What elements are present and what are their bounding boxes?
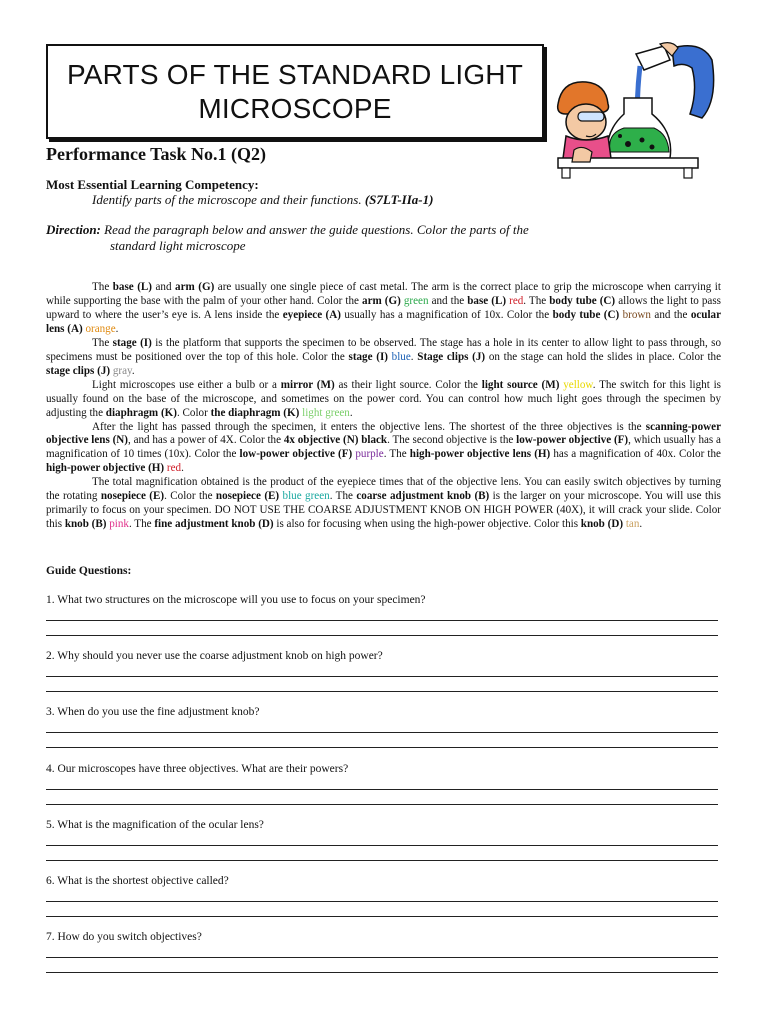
answer-line[interactable] <box>46 804 718 805</box>
question-3: 3. When do you use the fine adjustment knob? <box>46 706 260 719</box>
color-word-brown: brown <box>622 308 651 321</box>
color-word-orange: orange <box>85 322 116 335</box>
melc-text <box>92 192 433 208</box>
paragraph-5: The total magnification obtained is the product of the eyepiece times that of the objective lens. You can easily switch objectives by turning the rotating nosepiece (E). Color the nosepiece (E) blue green. The coarse adjustment knob (B) is the larger on your microscope. You will use this primarily to focus on your specimen. DO NOT USE THE COARSE ADJUSTMENT KNOB ON HIGH POWER (40X), it will crack your slide. Color this knob (B) pink. The fine adjustment knob (D) is also for focusing when using the high-power objective. Color this knob (D) tan. <box>46 476 721 531</box>
color-word-red: red <box>509 294 524 307</box>
answer-line[interactable] <box>46 957 718 958</box>
question-7: 7. How do you switch objectives? <box>46 931 202 944</box>
question-4: 4. Our microscopes have three objectives. What are their powers? <box>46 762 349 775</box>
paragraph-4: After the light has passed through the specimen, it enters the objective lens. The shortest of the three objectives is the scanning-power objective lens (N), and has a power of 4X. Color the 4x objective (N) black. The second objective is the low-power objective (F), which usually has a magnification of 10 times (10x). Color the low-power objective (F) purple. The high-power objective lens (H) has a magnification of 40x. Color the high-power objective (H) red. <box>46 420 721 475</box>
color-word-gray: gray <box>112 364 132 377</box>
melc-code: (S7LT-IIa-1) <box>364 192 434 207</box>
answer-line[interactable] <box>46 845 718 846</box>
answer-line[interactable] <box>46 901 718 902</box>
color-word-yellow: yellow <box>563 378 593 391</box>
color-word-lgreen: light green <box>302 406 350 419</box>
answer-line[interactable] <box>46 916 718 917</box>
question-6: 6. What is the shortest objective called? <box>46 875 229 887</box>
color-word-red: red <box>166 462 182 475</box>
paragraph-2: The stage (I) is the platform that supports the specimen to be observed. The stage has a hole in its center to allow light to pass through, so specimens must be positioned over the top of this hole. Color the stage (I) blue. Stage clips (J) on the stage can hold the slides in place. Color the stage clips (J) gray. <box>46 336 721 377</box>
answer-line[interactable] <box>46 860 718 861</box>
question-1: 1. What two structures on the microscope will you use to focus on your specimen? <box>46 594 426 606</box>
direction-line-2: standard light microscope <box>110 238 246 253</box>
title-line-1: PARTS OF THE STANDARD LIGHT <box>66 58 524 90</box>
title-box <box>46 44 544 139</box>
task-heading: Performance Task No.1 (Q2) <box>46 144 266 164</box>
color-word-blue: blue <box>391 350 411 363</box>
guide-questions-heading: Guide Questions: <box>46 565 132 577</box>
melc-competency: Identify parts of the microscope and their functions. <box>92 192 362 207</box>
answer-line[interactable] <box>46 789 718 790</box>
question-5: 5. What is the magnification of the ocular lens? <box>46 818 264 831</box>
color-word-tan: tan <box>625 518 640 531</box>
answer-line[interactable] <box>46 972 718 973</box>
paragraph-3: Light microscopes use either a bulb or a mirror (M) as their light source. Color the light source (M) yellow. The switch for this light is usually found on the base of the microscope, and sometimes on the power cord. You can control how much light goes through the specimen by adjusting the diaphragm (K). Color the diaphragm (K) light green. <box>46 378 722 419</box>
direction <box>46 222 606 254</box>
answer-line[interactable] <box>46 747 718 748</box>
paragraph-1: The base (L) and arm (G) are usually one single piece of cast metal. The arm is the correct place to grip the microscope when carrying it while supporting the base with the palm of your other hand. Color the arm (G) green and the base (L) red. The body tube (C) allows the light to pass upward to where the user’s eye is. A lens inside the eyepiece (A) usually has a magnification of 10x. Color the body tube (C) brown and the ocular lens (A) orange. <box>46 281 722 335</box>
answer-line[interactable] <box>46 691 718 692</box>
direction-line-1: Read the paragraph below and answer the guide questions. Color the parts of the <box>104 222 529 237</box>
answer-line[interactable] <box>46 620 718 621</box>
color-word-bluegreen: blue green <box>282 490 330 503</box>
direction-label: Direction: <box>46 222 101 237</box>
title-line-2: MICROSCOPE <box>198 92 392 124</box>
melc-label: Most Essential Learning Competency: <box>46 177 259 192</box>
answer-line[interactable] <box>46 635 718 636</box>
answer-line[interactable] <box>46 732 718 733</box>
question-2: 2. Why should you never use the coarse adjustment knob on high power? <box>46 650 383 663</box>
color-word-green: green <box>403 294 429 307</box>
color-word-purple: purple <box>355 448 384 461</box>
reading-passage <box>46 281 721 532</box>
color-word-pink: pink <box>109 518 129 531</box>
answer-line[interactable] <box>46 676 718 677</box>
scientist-with-flask-illustration <box>552 40 724 182</box>
